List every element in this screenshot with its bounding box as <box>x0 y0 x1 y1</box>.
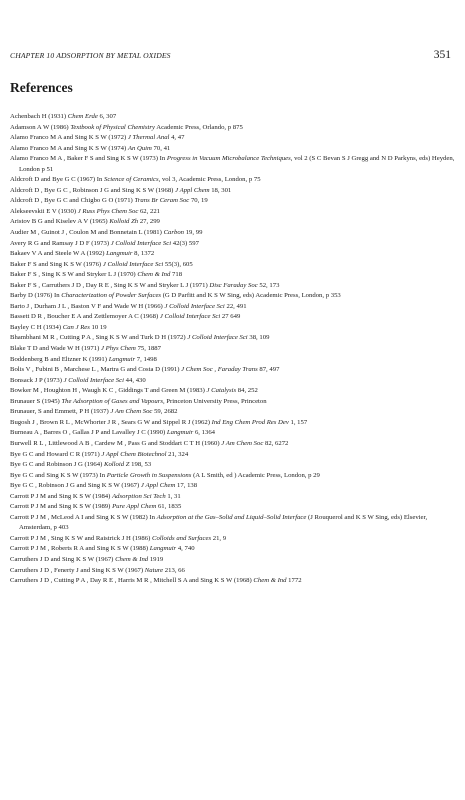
reference-authors: Alekseevskii E V (1930) <box>10 207 78 215</box>
reference-source: Colloids and Surfaces <box>151 534 212 542</box>
reference-details: 19, 99 <box>184 229 203 237</box>
reference-authors: Burneau A , Barres O , Gallas J P and Lavalley J C (1990) <box>10 429 167 437</box>
reference-details: 55(3), 605 <box>163 260 193 268</box>
reference-details: 8, 1372 <box>132 250 155 258</box>
reference-entry <box>10 186 456 197</box>
reference-entry <box>10 217 456 228</box>
reference-source: Chem Erde <box>67 113 98 120</box>
reference-details: 27 649 <box>220 313 241 321</box>
reference-authors: Carrott P J M , Roberts R A and Sing K S W (1988) <box>10 545 150 553</box>
reference-source: Progress in Vacuum Microbalance Techniques <box>166 155 291 163</box>
reference-authors: Alamo Franco M A , Baker F S and Sing K S W (1973) In <box>10 155 167 163</box>
reference-details: 7, 1498 <box>135 355 157 363</box>
reference-details: 27, 299 <box>138 218 160 226</box>
reference-details: 70, 19 <box>189 197 208 205</box>
reference-authors: Bassett D R , Boucher E A and Zettlemoyer A C (1968) <box>10 313 160 321</box>
reference-authors: Brunauer, S and Emmett, P H (1937) <box>10 408 111 416</box>
reference-source: Kolloid Z <box>104 461 130 469</box>
reference-details: 1919 <box>148 555 164 563</box>
reference-authors: Bye G C , Robinson J G and Sing K S W (1967) <box>10 482 141 490</box>
reference-entry <box>10 133 456 144</box>
reference-authors: Baker F S , Sing K S W and Stryker L J (1970) <box>10 271 138 279</box>
reference-entry <box>10 249 456 260</box>
reference-entry <box>10 154 456 175</box>
reference-authors: Carrott P J M and Sing K S W (1989) <box>10 503 113 511</box>
reference-entry <box>10 260 456 271</box>
reference-source: J Appl Chem Biotechnol <box>101 450 167 458</box>
reference-authors: Blake T D and Wade W H (1971) <box>10 345 101 353</box>
reference-entry <box>10 450 456 461</box>
reference-entry <box>10 207 456 218</box>
reference-authors: Carrott P J M , McLeod A I and Sing K S W (1982) In <box>10 513 157 521</box>
reference-entry <box>10 386 456 397</box>
reference-source: J Colloid Interface Sci <box>159 313 221 321</box>
reference-source: Carbon <box>163 229 185 237</box>
reference-source: Nature <box>144 566 164 574</box>
reference-details: 213, 66 <box>163 566 185 574</box>
reference-entry <box>10 365 456 376</box>
reference-details: 62, 221 <box>138 207 161 215</box>
reference-source: Chem & Ind <box>115 555 149 563</box>
reference-authors: Bowker M , Houghton H , Waugh K C , Giddings T and Green M (1983) <box>10 387 207 395</box>
reference-list <box>10 112 456 587</box>
reference-authors: Bye G C and Howard C R (1971) <box>10 450 102 458</box>
reference-source: Chem & Ind <box>253 577 287 585</box>
reference-authors: Brunauer S (1945) <box>10 397 62 405</box>
reference-source: Ind Eng Chem Prod Res Dev <box>211 418 289 426</box>
reference-entry <box>10 281 456 292</box>
reference-entry <box>10 112 456 123</box>
reference-source: The Adsorption of Gases and Vapours <box>61 397 163 405</box>
reference-entry <box>10 439 456 450</box>
reference-entry <box>10 407 456 418</box>
reference-authors: Aldcroft D , Bye G C , Robinson J G and Sing K S W (1968) <box>10 186 176 194</box>
reference-details: 18, 301 <box>209 186 232 194</box>
reference-authors: Carrott P J M and Sing K S W (1984) <box>10 492 113 500</box>
reference-details: 87, 497 <box>257 366 280 374</box>
reference-entry <box>10 333 456 344</box>
reference-authors: Bayley C H (1934) <box>10 323 63 331</box>
reference-details: 82, 6272 <box>263 439 289 447</box>
reference-source: Kolloid Zh <box>109 218 139 226</box>
reference-details: , Princeton University Press, Princeton <box>162 397 267 405</box>
reference-entry <box>10 471 456 482</box>
reference-authors: Aldcroft D and Bye G C (1967) In <box>10 176 104 184</box>
reference-source: Characterization of Powder Surfaces <box>61 292 162 300</box>
reference-entry <box>10 481 456 492</box>
reference-source: Textbook of Physical Chemistry <box>70 123 155 131</box>
reference-entry <box>10 555 456 566</box>
reference-entry <box>10 228 456 239</box>
reference-details: (A L Smith, ed ) Academic Press, London, p 29 <box>191 471 320 479</box>
reference-details: 21, 324 <box>166 450 189 458</box>
reference-authors: Barto J , Durham J L , Baston V F and Wade W H (1966) <box>10 302 165 310</box>
reference-source: J Appl Chem <box>175 186 210 194</box>
reference-source: J Am Chem Soc <box>110 408 153 416</box>
reference-source: Science of Ceramics <box>103 176 159 184</box>
reference-authors: Audier M , Guinot J , Coulon M and Bonnetain L (1981) <box>10 229 164 237</box>
reference-authors: Burwell R L , Littlewood A B , Cardew M , Pass G and Stoddart C T H (1960) <box>10 439 222 447</box>
reference-source: Disc Faraday Soc <box>209 281 258 289</box>
reference-entry <box>10 376 456 387</box>
reference-source: J Appl Chem <box>140 482 176 490</box>
reference-source: J Colloid Interface Sci <box>102 260 164 268</box>
reference-authors: Barby D (1976) In <box>10 292 62 300</box>
reference-authors: Carruthers J D and Sing K S W (1967) <box>10 555 116 563</box>
reference-authors: Carruthers J D , Fenerty J and Sing K S W (1967) <box>10 566 145 574</box>
reference-source: J Am Chem Soc <box>221 439 264 447</box>
reference-entry <box>10 397 456 408</box>
reference-source: Can J Res <box>62 323 90 331</box>
reference-source: Chem & Ind <box>137 271 171 279</box>
reference-source: J Thermal Anal <box>127 134 170 142</box>
reference-details: 38, 109 <box>247 334 270 342</box>
reference-details: 75, 1887 <box>135 345 161 353</box>
reference-source: Langmuir <box>108 355 136 363</box>
reference-source: J Chem Soc , Faraday Trans <box>181 366 258 374</box>
reference-entry <box>10 428 456 439</box>
reference-source: J Phys Chem <box>100 345 136 353</box>
reference-details: 10 19 <box>89 323 107 331</box>
chapter-running-title: CHAPTER 10 ADSORPTION BY METAL OXIDES <box>10 51 171 60</box>
reference-authors: Bhambhani M R , Cutting P A , Sing K S W and Turk D H (1972) <box>10 334 188 342</box>
reference-entry <box>10 492 456 503</box>
reference-entry <box>10 355 456 366</box>
reference-entry <box>10 502 456 513</box>
reference-entry <box>10 418 456 429</box>
reference-details: 21, 9 <box>211 534 227 542</box>
reference-entry <box>10 566 456 577</box>
reference-source: Trans Br Ceram Soc <box>134 197 190 205</box>
reference-authors: Bolis V , Fubini B , Marchese L , Martra G and Costa D (1991) <box>10 366 182 374</box>
reference-entry <box>10 460 456 471</box>
reference-details: 84, 252 <box>236 387 258 395</box>
reference-source: Pure Appl Chem <box>112 503 157 511</box>
reference-source: J Catalysis <box>206 387 237 395</box>
reference-source: J Colloid Interface Sci <box>187 334 248 342</box>
reference-details: (G D Parfitt and K S W Sing, eds) Academic Press, London, p 353 <box>161 292 341 300</box>
reference-entry <box>10 196 456 207</box>
reference-authors: Baker F S and Sing K S W (1976) <box>10 260 103 268</box>
page-number: 351 <box>433 49 451 61</box>
reference-authors: Aldcroft D , Bye G C and Chigbo G O (1971) <box>10 197 135 205</box>
reference-details: 6, 1364 <box>193 429 216 437</box>
reference-authors: Avery R G and Ramsay J D F (1973) <box>10 239 111 247</box>
reference-details: 1772 <box>286 577 302 585</box>
reference-entry <box>10 302 456 313</box>
reference-details: 718 <box>170 271 183 279</box>
reference-details: 44, 430 <box>123 376 146 384</box>
reference-source: J Colloid Interface Sci <box>164 302 225 310</box>
reference-details: 59, 2682 <box>152 408 178 416</box>
reference-entry <box>10 312 456 323</box>
reference-authors: Baker F S , Carruthers J D , Day R E , Sing K S W and Stryker L J (1971) <box>10 281 210 289</box>
reference-source: Langmuir <box>149 545 177 553</box>
reference-details: 198, 53 <box>129 461 152 469</box>
running-header <box>10 51 451 65</box>
reference-details: 1, 157 <box>288 418 308 426</box>
reference-entry <box>10 576 456 587</box>
reference-entry <box>10 270 456 281</box>
reference-authors: Bugosh J , Brown R L , McWhorter J R , Sears G W and Sippel R J (1962) <box>10 418 212 426</box>
reference-entry <box>10 544 456 555</box>
reference-authors: Bakaev V A and Steele W A (1992) <box>10 250 107 258</box>
reference-source: Particle Growth in Suspensions <box>106 471 192 479</box>
reference-source: Langmuir <box>106 250 133 258</box>
reference-details: (J Rouquerol and K S W Sing, eds) Elsevier, Amsterdam, p 403 <box>19 513 428 532</box>
reference-details: 61, 1835 <box>156 503 182 511</box>
reference-authors: Boddenberg B and Eltzner K (1991) <box>10 355 109 363</box>
reference-authors: Carruthers J D , Cutting P A , Day R E , Harris M R , Mitchell S A and Sing K S W (1968) <box>10 577 254 585</box>
reference-source: J Colloid Interface Sci <box>110 239 172 247</box>
reference-details: 1, 31 <box>165 492 181 500</box>
reference-entry <box>10 239 456 250</box>
reference-source: J Colloid Interface Sci <box>63 376 124 384</box>
reference-details: Academic Press, Orlando, p 875 <box>154 123 243 131</box>
reference-authors: Achenbach H (1931) <box>10 113 68 120</box>
reference-authors: Bye G C and Sing K S W (1973) In <box>10 471 107 479</box>
reference-details: 22, 491 <box>224 302 247 310</box>
reference-details: , vol 2 (S C Bevan S J Gregg and N D Parkyns, eds) Heyden, London p 51 <box>19 155 455 173</box>
reference-source: J Russ Phys Chem Soc <box>77 207 139 215</box>
reference-authors: Alamo Franco M A and Sing K S W (1972) <box>10 134 128 142</box>
reference-entry <box>10 323 456 334</box>
reference-entry <box>10 175 456 186</box>
reference-details: 6, 307 <box>97 113 117 120</box>
reference-entry <box>10 344 456 355</box>
reference-source: An Quim <box>127 144 152 152</box>
reference-details: 4, 740 <box>176 545 195 553</box>
reference-authors: Bye G C and Robinson J G (1964) <box>10 461 104 469</box>
reference-entry <box>10 144 456 155</box>
reference-details: 42(3) 597 <box>171 239 199 247</box>
reference-details: 17, 138 <box>175 482 198 490</box>
reference-details: 4, 47 <box>169 134 185 142</box>
reference-source: Adsorption at the Gas–Solid and Liquid–Solid Interface <box>156 513 307 521</box>
reference-authors: Alamo Franco M A and Sing K S W (1974) <box>10 144 128 152</box>
reference-source: Langmuir <box>166 429 194 437</box>
reference-authors: Aristov B G and Kiselev A V (1965) <box>10 218 110 226</box>
reference-details: , vol 3, Academic Press, London, p 75 <box>158 176 261 184</box>
reference-authors: Carrott P J M , Sing K S W and Raistrick J H (1986) <box>10 534 152 542</box>
reference-entry <box>10 123 456 134</box>
reference-source: Adsorption Sci Tech <box>112 492 166 500</box>
section-title: References <box>10 80 73 95</box>
reference-details: 70, 41 <box>151 144 171 152</box>
reference-entry <box>10 291 456 302</box>
reference-entry <box>10 513 456 534</box>
reference-authors: Adamson A W (1986) <box>10 123 71 131</box>
reference-details: 52, 173 <box>257 281 280 289</box>
reference-authors: Bonsack J P (1973) <box>10 376 64 384</box>
reference-entry <box>10 534 456 545</box>
